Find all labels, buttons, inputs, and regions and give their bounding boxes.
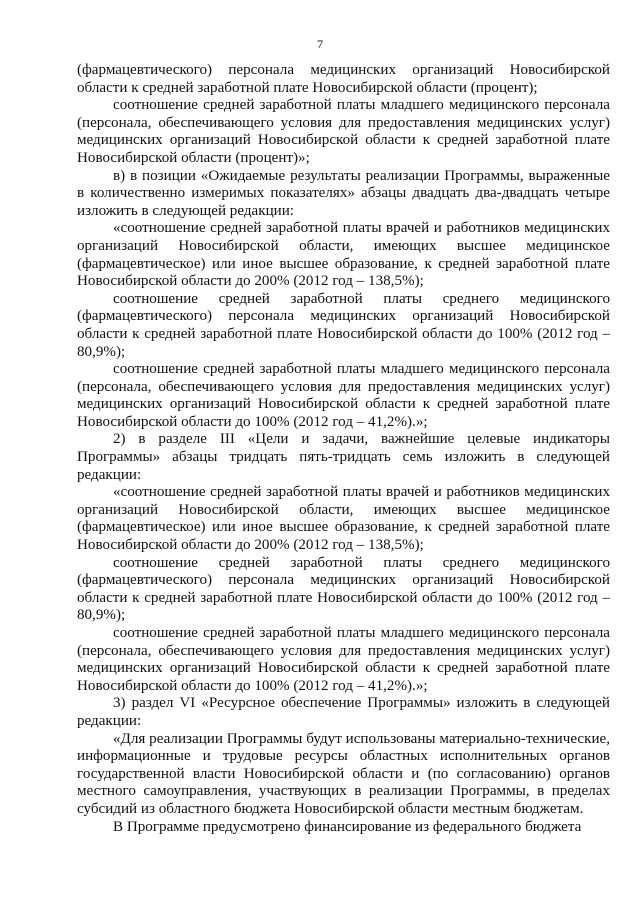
paragraph: соотношение средней заработной платы среднего медицинского (фармацевтического) персонала медицинских организаций Новосибирской области к средней заработной плате Новосибирской области до 100% (2012 год – 80,9%);	[77, 554, 610, 624]
paragraph: В Программе предусмотрено финансирование из федерального бюджета	[113, 818, 582, 835]
paragraph: «Для реализации Программы будут использованы материально-технические, информационные и трудовые ресурсы областных исполнительных органов государственной власти Новосибирской области и (по согласованию) органов местного самоуправления, участвующих в реализации Программы, в пределах субсидий из областного бюджета Новосибирской области местным бюджетам.	[77, 730, 610, 817]
paragraph: «соотношение средней заработной платы врачей и работников медицинских организаций Новосибирской области, имеющих высшее медицинское (фармацевтическое) или иное высшее образование, к средней заработной плате Новосибирской области до 200% (2012 год – 138,5%);	[77, 220, 610, 290]
paragraph: соотношение средней заработной платы младшего медицинского персонала (персонала, обеспечивающего условия для предоставления медицинских услуг) медицинских организаций Новосибирской области к средней заработной плате Новосибирской области до 100% (2012 год – 41,2%).»;	[77, 625, 610, 694]
page-number: 7	[317, 37, 323, 51]
paragraph: соотношение средней заработной платы младшего медицинского персонала (персонала, обеспечивающего условия для предоставления медицинских услуг) медицинских организаций Новосибирской области к средней заработной плате Новосибирской области (процент)»;	[77, 97, 610, 166]
paragraph: «соотношение средней заработной платы врачей и работников медицинских организаций Новосибирской области, имеющих высшее медицинское (фармацевтическое) или иное высшее образование, к средней заработной плате Новосибирской области до 200% (2012 год – 138,5%);	[77, 484, 610, 554]
paragraph: в) в позиции «Ожидаемые результаты реализации Программы, выраженные в количественно измеримых показателях» абзацы двадцать два-двадцать четыре изложить в следующей редакции:	[77, 167, 610, 219]
paragraph: (фармацевтического) персонала медицинских организаций Новосибирской области к средней заработной плате Новосибирской области (процент);	[77, 62, 610, 96]
paragraph: 2) в разделе III «Цели и задачи, важнейшие целевые индикаторы Программы» абзацы тридцать пять-тридцать семь изложить в следующей редакции:	[77, 431, 610, 483]
paragraph: 3) раздел VI «Ресурсное обеспечение Программы» изложить в следующей редакции:	[77, 695, 610, 729]
paragraph: соотношение средней заработной платы среднего медицинского (фармацевтического) персонала медицинских организаций Новосибирской области к средней заработной плате Новосибирской области до 100% (2012 год – 80,9%);	[77, 290, 610, 360]
paragraph: соотношение средней заработной платы младшего медицинского персонала (персонала, обеспечивающего условия для предоставления медицинских услуг) медицинских организаций Новосибирской области к средней заработной плате Новосибирской области до 100% (2012 год – 41,2%).»;	[77, 361, 610, 430]
document-body	[77, 62, 610, 836]
